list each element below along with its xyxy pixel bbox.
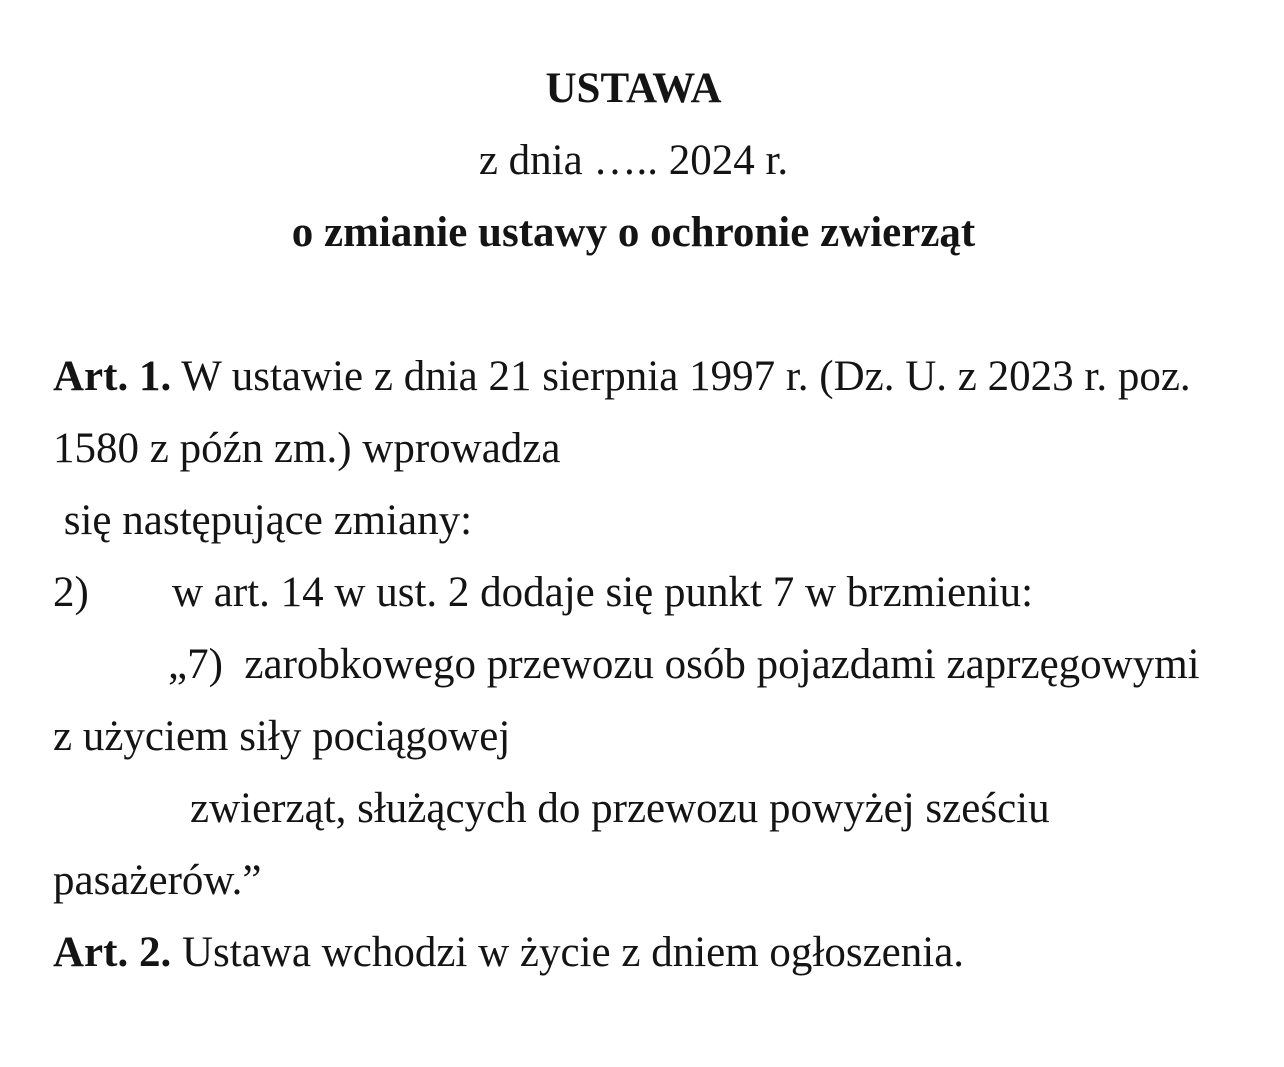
- point7-line2: z użyciem siły pociągowej: [53, 713, 511, 760]
- point2-line: [53, 557, 1214, 629]
- point2-text: w art. 14 w ust. 2 dodaje się punkt 7 w brzmieniu:: [172, 569, 1034, 616]
- art2-line: [53, 917, 1214, 989]
- point2-number: 2): [53, 569, 89, 616]
- art1-line1-text: W ustawie z dnia 21 sierpnia 1997 r. (Dz. U. z 2023 r. poz.: [171, 353, 1191, 400]
- art2-label: Art. 2.: [53, 929, 172, 976]
- art1-line2: 1580 z późn zm.) wprowadza: [53, 425, 561, 472]
- document-subtitle: o zmianie ustawy o ochronie zwierząt: [291, 209, 976, 256]
- document-date-line: z dnia ….. 2024 r.: [478, 137, 789, 184]
- blank-line: [53, 269, 1214, 341]
- art1-label: Art. 1.: [53, 353, 172, 400]
- point7-line1: „7) zarobkowego przewozu osób pojazdami zaprzęgowymi: [168, 641, 1200, 688]
- point7-line4: pasażerów.”: [53, 857, 262, 904]
- art1-line3: się następujące zmiany:: [53, 497, 473, 544]
- art1-line1: [53, 341, 1214, 413]
- document-title: USTAWA: [545, 65, 722, 112]
- art2-text: Ustawa wchodzi w życie z dniem ogłoszenia.: [171, 929, 965, 976]
- point7-line3: zwierząt, służących do przewozu powyżej sześciu: [190, 785, 1050, 832]
